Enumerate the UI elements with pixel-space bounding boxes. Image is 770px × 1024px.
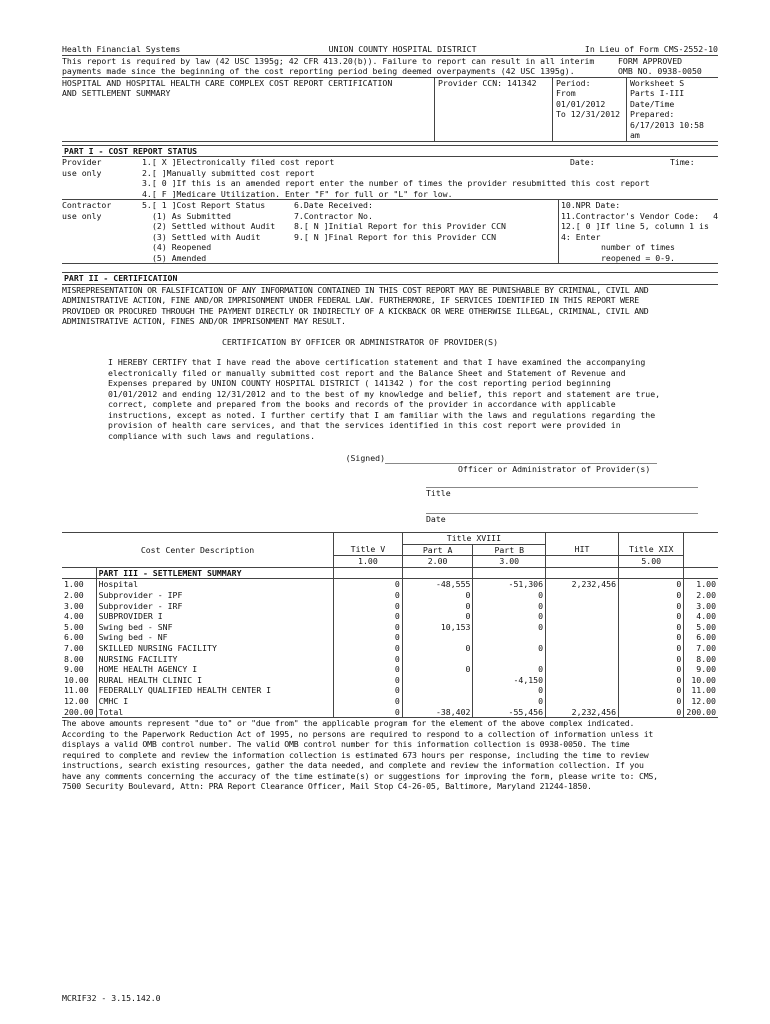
status-option: (5) Amended (152, 252, 207, 263)
title5-amount: 0 (334, 622, 403, 633)
table-row (62, 654, 718, 665)
col-number-partb: 3.00 (473, 556, 546, 568)
cert-line: provision of health care services, and that the services identified in this cost report were provided in (108, 420, 621, 430)
worksheet-parts: Parts I-III (630, 88, 685, 98)
parta-amount (402, 675, 473, 686)
footer-line: According to the Paperwork Reduction Act of 1995, no persons are required to respond to a collection of information unless it (62, 728, 654, 739)
hit-amount (546, 654, 619, 665)
date-prepared: 6/17/2013 10:58 am (630, 119, 704, 140)
cert-line: electronically filed or manually submitted cost report and the Balance Sheet and Statement of Revenue and (108, 367, 626, 378)
line-number-right: 3.00 (696, 600, 716, 611)
vendor-code-value: 4 (713, 210, 718, 221)
form-number: In Lieu of Form CMS-2552-10 (584, 44, 718, 54)
footer-line: 7500 Security Boulevard, Attn: PRA Report Clearance Officer, Mail Stop C4-26-05, Baltimore, Maryland 21244-1850. (62, 781, 592, 792)
cert-line: 01/01/2012 and ending 12/31/2012 and to the best of my knowledge and belief, this report and statement are true, (108, 388, 661, 399)
omb-number: OMB NO. 0938-0050 (618, 66, 702, 76)
title-field-label: Title (426, 488, 451, 498)
cert-line: instructions, except as noted. I further certify that I am familiar with the laws and regulations regarding the (108, 409, 656, 420)
line-number-right: 8.00 (696, 653, 716, 664)
period-label: Period: (556, 77, 591, 88)
hit-amount (546, 685, 619, 696)
title5-amount: 0 (334, 685, 403, 696)
line-number: 2.00 (62, 590, 96, 601)
title19-amount: 0 (619, 685, 684, 696)
provider-use-label: Provider (62, 157, 102, 167)
table-row (62, 685, 718, 696)
warning-line: ADMINISTRATIVE ACTION, FINE AND/OR IMPRISONMENT UNDER FEDERAL LAW. FURTHERMORE, IF SERVICES IDENTIFIED IN THIS REPORT WERE (62, 295, 639, 305)
hospital-name: UNION COUNTY HOSPITAL DISTRICT (328, 44, 477, 54)
cert-line: I HEREBY CERTIFY that I have read the above certification statement and that I have examined the accompanying (108, 357, 646, 367)
partb-amount: 0 (473, 643, 546, 654)
table-row (62, 643, 718, 654)
signature-line[interactable] (385, 453, 657, 464)
hit-amount (546, 622, 619, 633)
cost-center: HOME HEALTH AGENCY I (96, 664, 333, 675)
title19-amount: 0 (619, 643, 684, 654)
part1-title: PART I - COST REPORT STATUS (62, 145, 718, 158)
col-number-parta: 2.00 (402, 556, 473, 568)
title5-amount: 0 (334, 579, 403, 590)
report-title: HOSPITAL AND HOSPITAL HEALTH CARE COMPLEX COST REPORT CERTIFICATION (62, 77, 393, 88)
partb-amount: 0 (473, 601, 546, 612)
item-date-label: Date: (570, 157, 595, 167)
period-to: To 12/31/2012 (556, 109, 621, 119)
form-approved: FORM APPROVED (618, 55, 683, 66)
hit-amount (546, 643, 619, 654)
title19-amount: 0 (619, 664, 684, 675)
footer-line: displays a valid OMB control number. The valid OMB control number for this information collection is 0938-0050. The time (62, 739, 630, 750)
warning-line: ADMINISTRATIVE ACTION, FINES AND/OR IMPRISONMENT MAY RESULT. (62, 316, 346, 326)
cost-center: CMHC I (96, 696, 333, 707)
item-vendor-code: 11.Contractor's Vendor Code: (561, 210, 700, 221)
item-times-reopened: 12.[ 0 ]If line 5, column 1 is 4: Enter (561, 221, 709, 242)
hit-amount (546, 675, 619, 686)
cost-center: Hospital (96, 579, 333, 590)
hit-amount (546, 664, 619, 675)
col-header-partb: Part B (473, 544, 546, 556)
table-row (62, 707, 718, 718)
certification-statement (62, 357, 718, 441)
title5-amount: 0 (334, 707, 403, 718)
table-row (62, 632, 718, 643)
item-time-label: Time: (670, 157, 695, 167)
partb-amount: -4,150 (473, 675, 546, 686)
contractor-use-label-cont: use only (62, 210, 102, 221)
table-row (62, 601, 718, 612)
title19-amount: 0 (619, 622, 684, 633)
title19-amount: 0 (619, 632, 684, 643)
part2-title: PART II - CERTIFICATION (62, 272, 718, 285)
item-medicare-utilization: 4.[ F ]Medicare Utilization. Enter "F" for full or "L" for low. (142, 188, 453, 199)
date-field-label: Date (426, 513, 446, 524)
cost-center: Total (96, 707, 333, 718)
line-number-right: 7.00 (696, 642, 716, 653)
footer-line: have any comments concerning the accuracy of the time estimate(s) or suggestions for improving the form, please write to: CMS, (62, 770, 658, 781)
table-row (62, 590, 718, 601)
cert-line: compliance with such laws and regulations. (108, 430, 316, 441)
title19-amount: 0 (619, 654, 684, 665)
table-row (62, 696, 718, 707)
item-npr-date: 10.NPR Date: (561, 200, 621, 210)
title19-amount: 0 (619, 590, 684, 601)
line-number: 6.00 (62, 632, 96, 643)
settlement-summary-table (62, 532, 718, 717)
line-number-right: 200.00 (686, 706, 716, 717)
line-number-right: 2.00 (696, 590, 716, 601)
line-number: 7.00 (62, 643, 96, 654)
title19-amount: 0 (619, 675, 684, 686)
parta-amount: 0 (402, 601, 473, 612)
table-row (62, 622, 718, 633)
title5-amount: 0 (334, 632, 403, 643)
item-contractor-no: 7.Contractor No. (294, 210, 373, 221)
item-electronic-filed: 1.[ X ]Electronically filed cost report (142, 157, 335, 167)
cert-line: correct, complete and prepared from the books and records of the provider in accordance with applicable (108, 399, 616, 409)
partb-amount: 0 (473, 622, 546, 633)
item-final-report: 9.[ N ]Final Report for this Provider CCN (294, 231, 497, 242)
warning-line: MISREPRESENTATION OR FALSIFICATION OF ANY INFORMATION CONTAINED IN THIS COST REPORT MAY BE PUNISHABLE BY CRIMINAL, CIVIL AND (62, 284, 649, 295)
line-number: 8.00 (62, 654, 96, 665)
legal-notice-line: This report is required by law (42 USC 1395g; 42 CFR 413.20(b)). Failure to report can result in all interim (62, 55, 595, 66)
parta-amount: 10,153 (402, 622, 473, 633)
partb-amount: -51,306 (473, 579, 546, 590)
table-row (62, 675, 718, 686)
line-number: 11.00 (62, 685, 96, 696)
footer-line: required to complete and review the information collection is estimated 673 hours per response, including the time to review (62, 749, 649, 760)
table-row (62, 579, 718, 590)
cost-center: SKILLED NURSING FACILITY (96, 643, 333, 654)
title5-amount: 0 (334, 675, 403, 686)
col-header-title5: Title V (334, 544, 403, 556)
legal-notice-block (62, 55, 718, 77)
title5-amount: 0 (334, 664, 403, 675)
hit-amount (546, 590, 619, 601)
certification-heading: CERTIFICATION BY OFFICER OR ADMINISTRATOR OF PROVIDER(S) (222, 336, 499, 347)
title5-amount: 0 (334, 590, 403, 601)
provider-use-block (62, 157, 718, 199)
cost-center: Subprovider - IPF (96, 590, 333, 601)
col-header-parta: Part A (402, 544, 473, 556)
officer-label: Officer or Administrator of Provider(s) (458, 463, 651, 474)
title5-amount: 0 (334, 643, 403, 654)
title5-amount: 0 (334, 611, 403, 622)
parta-amount (402, 632, 473, 643)
line-number: 3.00 (62, 601, 96, 612)
line-number-right: 1.00 (696, 579, 716, 590)
title5-amount: 0 (334, 654, 403, 665)
period-from: From 01/01/2012 (556, 88, 606, 109)
cost-center: NURSING FACILITY (96, 654, 333, 665)
cert-line: Expenses prepared by UNION COUNTY HOSPITAL DISTRICT ( 141342 ) for the cost reporting period beginning (108, 378, 611, 388)
status-option: (2) Settled without Audit (152, 221, 276, 231)
date-prepared-label: Date/Time Prepared: (630, 98, 675, 119)
line-number-right: 4.00 (696, 611, 716, 622)
col-header-hit: HIT (546, 544, 619, 556)
signature-block (62, 453, 718, 464)
parta-amount: 0 (402, 590, 473, 601)
cost-center: RURAL HEALTH CLINIC I (96, 675, 333, 686)
partb-amount: 0 (473, 611, 546, 622)
cost-center: SUBPROVIDER I (96, 611, 333, 622)
contractor-use-block (62, 199, 718, 264)
title19-amount: 0 (619, 611, 684, 622)
line-number-right: 10.00 (691, 674, 716, 685)
line-number: 1.00 (62, 579, 96, 590)
partb-amount: -55,456 (473, 707, 546, 718)
parta-amount (402, 696, 473, 707)
cost-center: Swing bed - SNF (96, 622, 333, 633)
partb-amount: 0 (473, 696, 546, 707)
line-number-right: 6.00 (696, 632, 716, 643)
footer-line: instructions, search existing resources, gather the data needed, and complete and review the information collection. If you (62, 760, 644, 771)
parta-amount: -38,402 (402, 707, 473, 718)
footer-line: The above amounts represent "due to" or "due from" the applicable program for the element of the above complex indicated. (62, 717, 718, 729)
line-number-right: 11.00 (691, 685, 716, 696)
status-option: (1) As Submitted (152, 210, 231, 221)
hit-amount (546, 601, 619, 612)
software-version: MCRIF32 - 3.15.142.0 (62, 993, 161, 1003)
status-option: (4) Reopened (152, 242, 212, 252)
hit-amount (546, 632, 619, 643)
hit-amount: 2,232,456 (546, 579, 619, 590)
item-initial-report: 8.[ N ]Initial Report for this Provider CCN (294, 221, 506, 231)
title5-amount: 0 (334, 601, 403, 612)
report-title-block (62, 77, 718, 142)
item-manual-submitted: 2.[ ]Manually submitted cost report (142, 167, 315, 178)
line-number: 9.00 (62, 664, 96, 675)
line-number: 4.00 (62, 611, 96, 622)
cost-report-page (62, 44, 718, 792)
penalty-warning (62, 285, 718, 327)
parta-amount (402, 685, 473, 696)
title19-amount: 0 (619, 579, 684, 590)
footer-notes (62, 717, 718, 792)
col-number-title5: 1.00 (334, 556, 403, 568)
provider-ccn: Provider CCN: 141342 (438, 77, 537, 88)
software-name: Health Financial Systems (62, 44, 181, 54)
line-number: 12.00 (62, 696, 96, 707)
legal-notice-line: payments made since the beginning of the cost reporting period being deemed overpayments (42 USC 1395g). (62, 66, 575, 76)
col-number-title19: 5.00 (619, 556, 684, 568)
parta-amount: 0 (402, 664, 473, 675)
line-number: 200.00 (62, 707, 96, 718)
hit-amount: 2,232,456 (546, 707, 619, 718)
warning-line: PROVIDED OR PROCURED THROUGH THE PAYMENT DIRECTLY OR INDIRECTLY OF A KICKBACK OR WERE OTHERWISE ILLEGAL, CRIMINAL, CIVIL AND (62, 305, 649, 316)
col-header-description: Cost Center Description (62, 544, 334, 556)
report-title-cont: AND SETTLEMENT SUMMARY (62, 88, 171, 98)
table-row (62, 664, 718, 675)
worksheet-id: Worksheet S (630, 77, 685, 88)
parta-amount (402, 654, 473, 665)
parta-amount: 0 (402, 611, 473, 622)
line-number: 5.00 (62, 622, 96, 633)
hit-amount (546, 696, 619, 707)
cost-center: Swing bed - NF (96, 632, 333, 643)
signed-label: (Signed) (345, 453, 385, 463)
item-amended-count: 3.[ 0 ]If this is an amended report enter the number of times the provider resubmitted this cost report (142, 178, 650, 188)
item-date-received: 6.Date Received: (294, 200, 373, 210)
title18-group-header: Title XVIII (402, 533, 545, 545)
item-report-status: 5.[ 1 ]Cost Report Status (142, 200, 266, 210)
partb-amount: 0 (473, 590, 546, 601)
col-header-title19: Title XIX (619, 544, 684, 556)
parta-amount: -48,555 (402, 579, 473, 590)
partb-amount (473, 654, 546, 665)
title19-amount: 0 (619, 707, 684, 718)
partb-amount (473, 632, 546, 643)
line-number-right: 12.00 (691, 695, 716, 706)
line-number-right: 5.00 (696, 621, 716, 632)
part3-title: PART III - SETTLEMENT SUMMARY (96, 567, 333, 579)
document-header (62, 44, 718, 55)
item-times-reopened-cont: number of times reopened = 0-9. (601, 242, 675, 263)
parta-amount: 0 (402, 643, 473, 654)
title19-amount: 0 (619, 696, 684, 707)
line-number-right: 9.00 (696, 664, 716, 675)
status-option: (3) Settled with Audit (152, 231, 261, 242)
contractor-use-label: Contractor (62, 200, 112, 210)
partb-amount: 0 (473, 685, 546, 696)
hit-amount (546, 611, 619, 622)
table-row (62, 611, 718, 622)
provider-use-label-cont: use only (62, 167, 102, 178)
title5-amount: 0 (334, 696, 403, 707)
title19-amount: 0 (619, 601, 684, 612)
cost-center: FEDERALLY QUALIFIED HEALTH CENTER I (96, 685, 333, 696)
cost-center: Subprovider - IRF (96, 601, 333, 612)
partb-amount: 0 (473, 664, 546, 675)
line-number: 10.00 (62, 675, 96, 686)
